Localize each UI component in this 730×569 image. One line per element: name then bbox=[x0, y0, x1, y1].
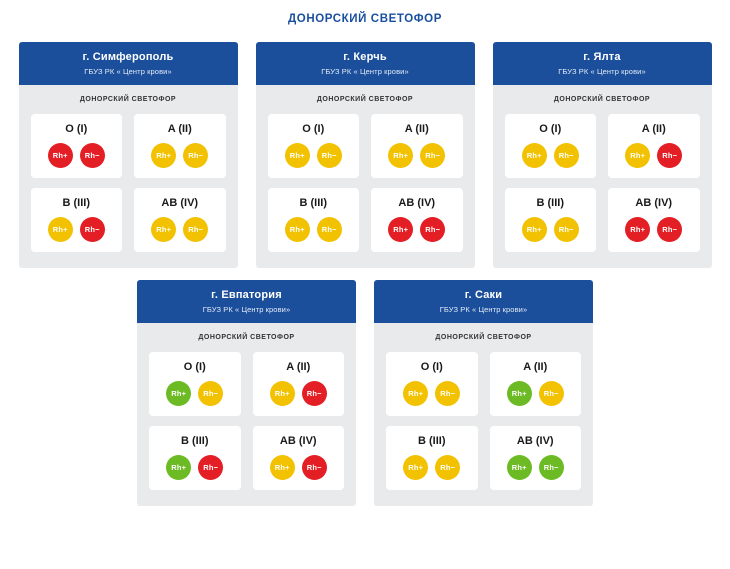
center-card bbox=[19, 42, 238, 268]
rh-positive-status-dot: Rh+ bbox=[388, 217, 413, 242]
blood-group-tile bbox=[608, 114, 700, 178]
blood-groups-grid bbox=[149, 352, 344, 490]
rh-negative-status-dot: Rh− bbox=[435, 455, 460, 480]
blood-group-tile bbox=[371, 188, 463, 252]
cards-row-1 bbox=[0, 42, 730, 268]
rh-status-dots bbox=[272, 217, 356, 242]
blood-group-tile bbox=[253, 426, 345, 490]
blood-group-label: B (III) bbox=[181, 435, 209, 447]
blood-groups-grid bbox=[268, 114, 463, 252]
rh-positive-status-dot: Rh+ bbox=[285, 217, 310, 242]
blood-group-label: A (II) bbox=[167, 123, 192, 135]
blood-group-tile bbox=[268, 114, 360, 178]
card-subtitle: ДОНОРСКИЙ СВЕТОФОР bbox=[198, 334, 295, 341]
rh-negative-status-dot: Rh− bbox=[657, 143, 682, 168]
rh-status-dots bbox=[138, 217, 222, 242]
rh-negative-status-dot: Rh− bbox=[183, 143, 208, 168]
card-organization: ГБУЗ РК « Центр крови» bbox=[558, 67, 646, 76]
blood-group-tile bbox=[253, 352, 345, 416]
card-body bbox=[374, 323, 593, 506]
blood-group-tile bbox=[371, 114, 463, 178]
rh-negative-status-dot: Rh− bbox=[420, 143, 445, 168]
rh-status-dots bbox=[494, 381, 578, 406]
rh-status-dots bbox=[390, 455, 474, 480]
blood-group-label: AB (IV) bbox=[398, 197, 436, 209]
rh-positive-status-dot: Rh+ bbox=[285, 143, 310, 168]
blood-group-label: AB (IV) bbox=[279, 435, 317, 447]
rh-status-dots bbox=[509, 217, 593, 242]
rh-positive-status-dot: Rh+ bbox=[625, 143, 650, 168]
rh-status-dots bbox=[35, 143, 119, 168]
blood-group-label: B (III) bbox=[418, 435, 446, 447]
rh-positive-status-dot: Rh+ bbox=[48, 143, 73, 168]
blood-group-label: AB (IV) bbox=[161, 197, 199, 209]
rh-negative-status-dot: Rh− bbox=[80, 217, 105, 242]
rh-positive-status-dot: Rh+ bbox=[270, 455, 295, 480]
card-subtitle: ДОНОРСКИЙ СВЕТОФОР bbox=[79, 96, 177, 103]
blood-group-tile bbox=[268, 188, 360, 252]
blood-groups-grid bbox=[386, 352, 581, 490]
blood-group-label: A (II) bbox=[523, 361, 548, 373]
rh-negative-status-dot: Rh− bbox=[198, 455, 223, 480]
card-organization: ГБУЗ РК « Центр крови» bbox=[202, 305, 291, 314]
rh-positive-status-dot: Rh+ bbox=[388, 143, 413, 168]
card-city-name: г. Евпатория bbox=[211, 289, 282, 301]
rh-positive-status-dot: Rh+ bbox=[48, 217, 73, 242]
rh-negative-status-dot: Rh− bbox=[657, 217, 682, 242]
rh-negative-status-dot: Rh− bbox=[80, 143, 105, 168]
rh-positive-status-dot: Rh+ bbox=[151, 217, 176, 242]
blood-groups-grid bbox=[31, 114, 226, 252]
rh-positive-status-dot: Rh+ bbox=[403, 455, 428, 480]
card-city-name: г. Ялта bbox=[583, 51, 621, 63]
rh-positive-status-dot: Rh+ bbox=[403, 381, 428, 406]
blood-group-tile bbox=[490, 426, 582, 490]
card-organization: ГБУЗ РК « Центр крови» bbox=[439, 305, 528, 314]
rh-status-dots bbox=[138, 143, 222, 168]
rh-positive-status-dot: Rh+ bbox=[625, 217, 650, 242]
blood-group-label: A (II) bbox=[641, 123, 666, 135]
card-subtitle: ДОНОРСКИЙ СВЕТОФОР bbox=[435, 334, 532, 341]
card-body bbox=[19, 85, 238, 268]
blood-group-tile bbox=[386, 426, 478, 490]
rh-status-dots bbox=[390, 381, 474, 406]
rh-negative-status-dot: Rh− bbox=[554, 217, 579, 242]
card-city-name: г. Саки bbox=[464, 289, 503, 301]
rh-positive-status-dot: Rh+ bbox=[270, 381, 295, 406]
card-organization: ГБУЗ РК « Центр крови» bbox=[321, 67, 409, 76]
blood-group-tile bbox=[31, 188, 123, 252]
card-body bbox=[493, 85, 712, 268]
blood-group-tile bbox=[134, 114, 226, 178]
center-card bbox=[256, 42, 475, 268]
rh-status-dots bbox=[272, 143, 356, 168]
rh-status-dots bbox=[509, 143, 593, 168]
rh-negative-status-dot: Rh− bbox=[302, 381, 327, 406]
card-subtitle: ДОНОРСКИЙ СВЕТОФОР bbox=[316, 96, 414, 103]
blood-group-label: B (III) bbox=[62, 197, 90, 209]
rh-negative-status-dot: Rh− bbox=[539, 381, 564, 406]
center-card bbox=[374, 280, 593, 506]
blood-group-tile bbox=[149, 426, 241, 490]
rh-negative-status-dot: Rh− bbox=[539, 455, 564, 480]
blood-group-label: O (I) bbox=[539, 123, 562, 135]
blood-group-label: A (II) bbox=[404, 123, 429, 135]
blood-group-label: O (I) bbox=[420, 361, 443, 373]
card-header bbox=[19, 42, 238, 85]
blood-group-label: O (I) bbox=[302, 123, 325, 135]
rh-negative-status-dot: Rh− bbox=[317, 217, 342, 242]
blood-group-tile bbox=[608, 188, 700, 252]
card-organization: ГБУЗ РК « Центр крови» bbox=[84, 67, 172, 76]
rh-status-dots bbox=[257, 381, 341, 406]
blood-group-tile bbox=[386, 352, 478, 416]
rh-status-dots bbox=[257, 455, 341, 480]
rh-positive-status-dot: Rh+ bbox=[166, 381, 191, 406]
rh-status-dots bbox=[375, 143, 459, 168]
rh-negative-status-dot: Rh− bbox=[435, 381, 460, 406]
blood-group-tile bbox=[134, 188, 226, 252]
blood-group-tile bbox=[505, 114, 597, 178]
rh-status-dots bbox=[494, 455, 578, 480]
blood-group-label: A (II) bbox=[286, 361, 311, 373]
rh-status-dots bbox=[153, 381, 237, 406]
rh-negative-status-dot: Rh− bbox=[198, 381, 223, 406]
card-header bbox=[493, 42, 712, 85]
rh-positive-status-dot: Rh+ bbox=[166, 455, 191, 480]
blood-group-tile bbox=[505, 188, 597, 252]
card-body bbox=[137, 323, 356, 506]
rh-positive-status-dot: Rh+ bbox=[522, 217, 547, 242]
rh-status-dots bbox=[612, 143, 696, 168]
cards-container bbox=[0, 25, 730, 506]
blood-group-label: O (I) bbox=[65, 123, 88, 135]
card-subtitle: ДОНОРСКИЙ СВЕТОФОР bbox=[553, 96, 651, 103]
rh-status-dots bbox=[35, 217, 119, 242]
rh-positive-status-dot: Rh+ bbox=[151, 143, 176, 168]
page-title: ДОНОРСКИЙ СВЕТОФОР bbox=[287, 13, 443, 25]
blood-group-tile bbox=[31, 114, 123, 178]
blood-group-label: AB (IV) bbox=[635, 197, 673, 209]
blood-groups-grid bbox=[505, 114, 700, 252]
blood-group-label: O (I) bbox=[183, 361, 206, 373]
rh-status-dots bbox=[375, 217, 459, 242]
rh-status-dots bbox=[153, 455, 237, 480]
blood-group-label: B (III) bbox=[299, 197, 327, 209]
card-city-name: г. Симферополь bbox=[82, 51, 174, 63]
card-header bbox=[256, 42, 475, 85]
center-card bbox=[137, 280, 356, 506]
cards-row-2 bbox=[0, 280, 730, 506]
card-header bbox=[374, 280, 593, 323]
blood-group-tile bbox=[490, 352, 582, 416]
blood-group-label: AB (IV) bbox=[516, 435, 554, 447]
rh-negative-status-dot: Rh− bbox=[420, 217, 445, 242]
card-header bbox=[137, 280, 356, 323]
rh-status-dots bbox=[612, 217, 696, 242]
card-body bbox=[256, 85, 475, 268]
card-city-name: г. Керчь bbox=[343, 51, 387, 63]
rh-positive-status-dot: Rh+ bbox=[522, 143, 547, 168]
rh-negative-status-dot: Rh− bbox=[302, 455, 327, 480]
blood-group-label: B (III) bbox=[536, 197, 564, 209]
rh-negative-status-dot: Rh− bbox=[317, 143, 342, 168]
rh-positive-status-dot: Rh+ bbox=[507, 455, 532, 480]
rh-negative-status-dot: Rh− bbox=[554, 143, 579, 168]
blood-group-tile bbox=[149, 352, 241, 416]
rh-negative-status-dot: Rh− bbox=[183, 217, 208, 242]
rh-positive-status-dot: Rh+ bbox=[507, 381, 532, 406]
center-card bbox=[493, 42, 712, 268]
